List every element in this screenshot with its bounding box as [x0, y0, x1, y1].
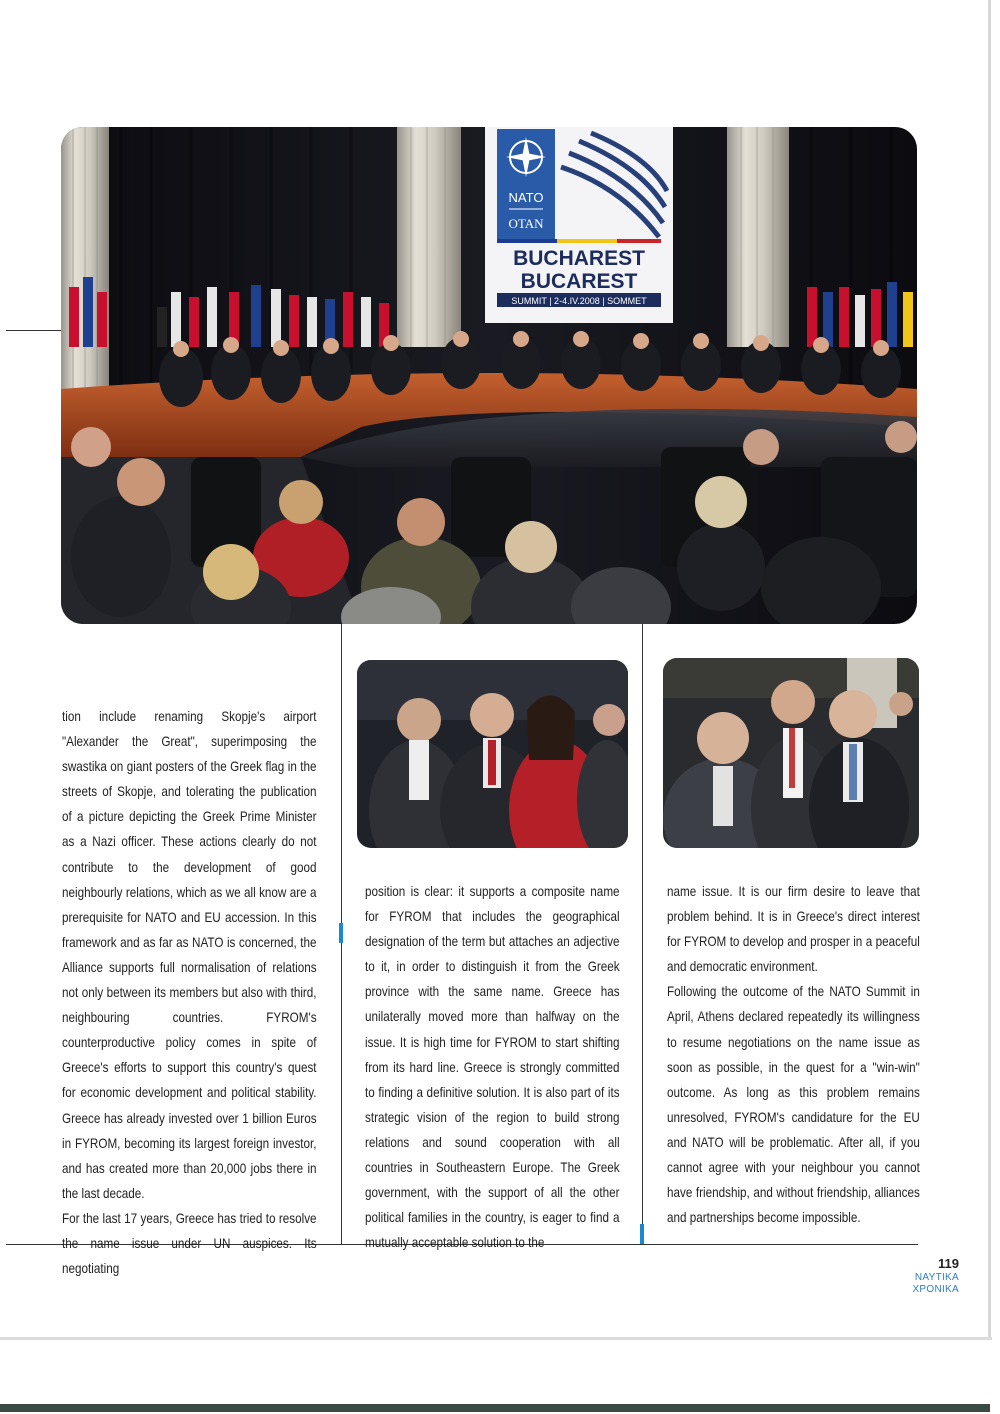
- page-edge-right: [988, 0, 991, 1340]
- page-edge-bottom: [0, 1337, 992, 1340]
- banner-dates-text: SUMMIT | 2-4.IV.2008 | SOMMET: [511, 296, 647, 306]
- text-column-3: [667, 879, 920, 1230]
- banner-nato-text: NATO: [508, 190, 544, 205]
- text-column-1: [62, 704, 317, 1281]
- accent-mark-2: [640, 1224, 644, 1244]
- page-folio: [910, 1256, 959, 1296]
- accent-mark-1: [339, 923, 343, 943]
- summit-hall-illustration: [61, 127, 917, 624]
- left-rule-tick: [6, 330, 62, 331]
- banner-bucarest-text: BUCAREST: [520, 270, 638, 293]
- scan-bar-bottom: [0, 1404, 990, 1412]
- page-number: 119: [938, 1256, 959, 1271]
- banner-otan-text: OTAN: [508, 216, 544, 231]
- column1-paragraph-1: tion include renaming Skopje's airport "Alexander the Great", superimposing the swastika on giant posters of the Greek flag in the streets of Skopje, and tolerating the publication of a picture depicting the Greek Prime Minister as a Nazi officer. These actions clearly do not contribute to the development of good neighbourly relations, which as we all know are a prerequisite for NATO and EU accession. In this framework and as far as NATO is concerned, the Alliance supports full normalisation of relations not only between its members but also with third, neighbouring countries. FYROM's counterproductive policy comes in spite of Greece's efforts to support this country's quest for economic development and political stability. Greece has already invested over 1 billion Euros in FYROM, becoming its largest foreign investor, and has created more than 20,000 jobs there in the last decade.: [62, 709, 317, 1201]
- magazine-name-line2: ΧΡΟΝΙΚΑ: [912, 1284, 959, 1295]
- delegates-photo: [357, 660, 628, 848]
- greek-delegation-photo: [663, 658, 919, 848]
- text-column-2: [365, 879, 620, 1255]
- column1-paragraph-2: For the last 17 years, Greece has tried to resolve the name issue under UN auspices. Its negotiating: [62, 1210, 317, 1277]
- delegates-illustration: [357, 660, 628, 848]
- column3-paragraph-1: name issue. It is our firm desire to leave that problem behind. It is in Greece's direct interest for FYROM to develop and prosper in a peaceful and democratic environment.: [667, 884, 920, 975]
- magazine-name-line1: ΝΑΥΤΙΚΑ: [914, 1272, 959, 1283]
- main-summit-photo: [61, 127, 917, 624]
- banner-bucharest-text: BUCHAREST: [513, 247, 645, 270]
- greek-delegation-illustration: [663, 658, 919, 848]
- column2-paragraph-1: position is clear: it supports a composite name for FYROM that includes the geographical designation of the term but attaches an adjective to it, in order to distinguish it from the Greek province with the same name. Greece has unilaterally moved more than halfway on the issue. It is high time for FYROM to start shifting from its hard line. Greece is strongly committed to finding a definitive solution. It is also part of its strategic vision of the region to build strong relations and sound cooperation with all countries in Southeastern Europe. The Greek government, with the support of all the other political families in the country, is eager to find a mutually acceptable solution to the: [365, 884, 620, 1251]
- column-rule-2: [642, 624, 643, 1244]
- column3-paragraph-2: Following the outcome of the NATO Summit in April, Athens declared repeatedly its willingness to resume negotiations on the name issue as soon as possible, in the quest for a "win-win" outcome. As long as this problem remains unresolved, FYROM's candidature for the EU and NATO will be problematic. After all, if you cannot agree with your neighbour you cannot have friendship, and without friendship, alliances and partnerships become impossible.: [667, 984, 920, 1226]
